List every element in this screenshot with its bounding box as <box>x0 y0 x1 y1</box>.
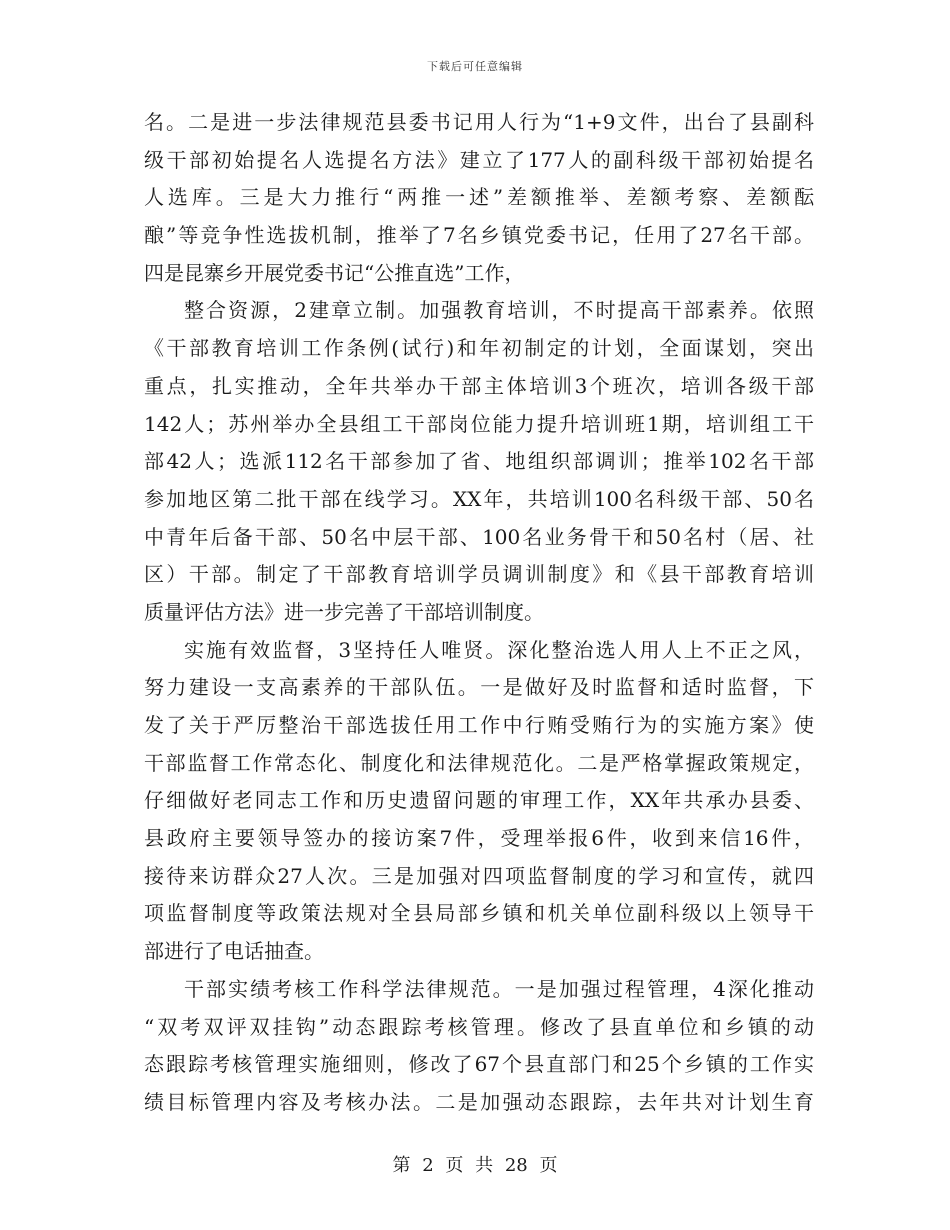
body-line: 142人；苏州举办全县组工干部岗位能力提升培训班1期，培训组工干 <box>144 411 814 436</box>
body-line: 发了关于严厉整治干部选拔任用工作中行贿受贿行为的实施方案》使 <box>144 713 814 737</box>
page-number: 第 2 页 共 28 页 <box>392 1155 558 1176</box>
body-line: 干部监督工作常态化、制度化和法律规范化。二是严格掌握政策规定， <box>144 750 814 775</box>
body-line: 重点，扎实推动，全年共举办干部主体培训3个班次，培训各级干部 <box>144 373 814 398</box>
body-line: 级干部初始提名人选提名方法》建立了177人的副科级干部初始提名 <box>144 147 814 172</box>
paragraph-first-line: 实施有效监督，3坚持任人唯贤。深化整治选人用人上不正之风， <box>184 637 814 662</box>
body-line: 态跟踪考核管理实施细则，修改了67个县直部门和25个乡镇的工作实 <box>144 1052 814 1077</box>
body-line: 绩目标管理内容及考核办法。二是加强动态跟踪，去年共对计划生育 <box>144 1089 814 1114</box>
document-body <box>144 104 814 1122</box>
paragraph-first-line: 整合资源，2建章立制。加强教育培训，不时提高干部素养。依照 <box>184 298 814 323</box>
body-line: 名。二是进一步法律规范县委书记用人行为“1+9文件，出台了县副科 <box>144 110 814 134</box>
body-line: 接待来访群众27人次。三是加强对四项监督制度的学习和宣传，就四 <box>144 863 814 888</box>
body-line: 酿”等竞争性选拔机制，推举了7名乡镇党委书记，任用了27名干部。 <box>144 223 814 248</box>
body-line: “双考双评双挂钩”动态跟踪考核管理。修改了县直单位和乡镇的动 <box>144 1014 814 1039</box>
body-line: 仔细做好老同志工作和历史遗留问题的审理工作，XX年共承办县委、 <box>144 788 814 813</box>
body-line: 部42人；选派112名干部参加了省、地组织部调训；推举102名干部 <box>144 449 814 474</box>
body-line: 中青年后备干部、50名中层干部、100名业务骨干和50名村（居、社 <box>144 524 814 549</box>
body-line: 参加地区第二批干部在线学习。XX年，共培训100名科级干部、50名 <box>144 486 814 511</box>
body-line: 努力建设一支高素养的干部队伍。一是做好及时监督和适时监督，下 <box>144 675 814 700</box>
body-line: 《干部教育培训工作条例(试行)和年初制定的计划，全面谋划，突出 <box>144 336 814 361</box>
body-line: 人选库。三是大力推行“两推一述”差额推举、差额考察、差额酝 <box>144 185 814 210</box>
body-line: 区）干部。制定了干部教育培训学员调训制度》和《县干部教育培训 <box>144 562 814 587</box>
header-note: 下载后可任意编辑 <box>427 60 523 73</box>
body-line: 项监督制度等政策法规对全县局部乡镇和机关单位副科级以上领导干 <box>144 901 814 926</box>
body-line: 部进行了电话抽查。 <box>144 939 324 964</box>
body-line: 县政府主要领导签办的接访案7件，受理举报6件，收到来信16件， <box>144 826 814 851</box>
paragraph-first-line: 干部实绩考核工作科学法律规范。一是加强过程管理，4深化推动 <box>184 976 814 1001</box>
body-line: 质量评估方法》进一步完善了干部培训制度。 <box>144 599 544 624</box>
body-line: 四是昆寨乡开展党委书记“公推直选”工作， <box>144 260 525 285</box>
